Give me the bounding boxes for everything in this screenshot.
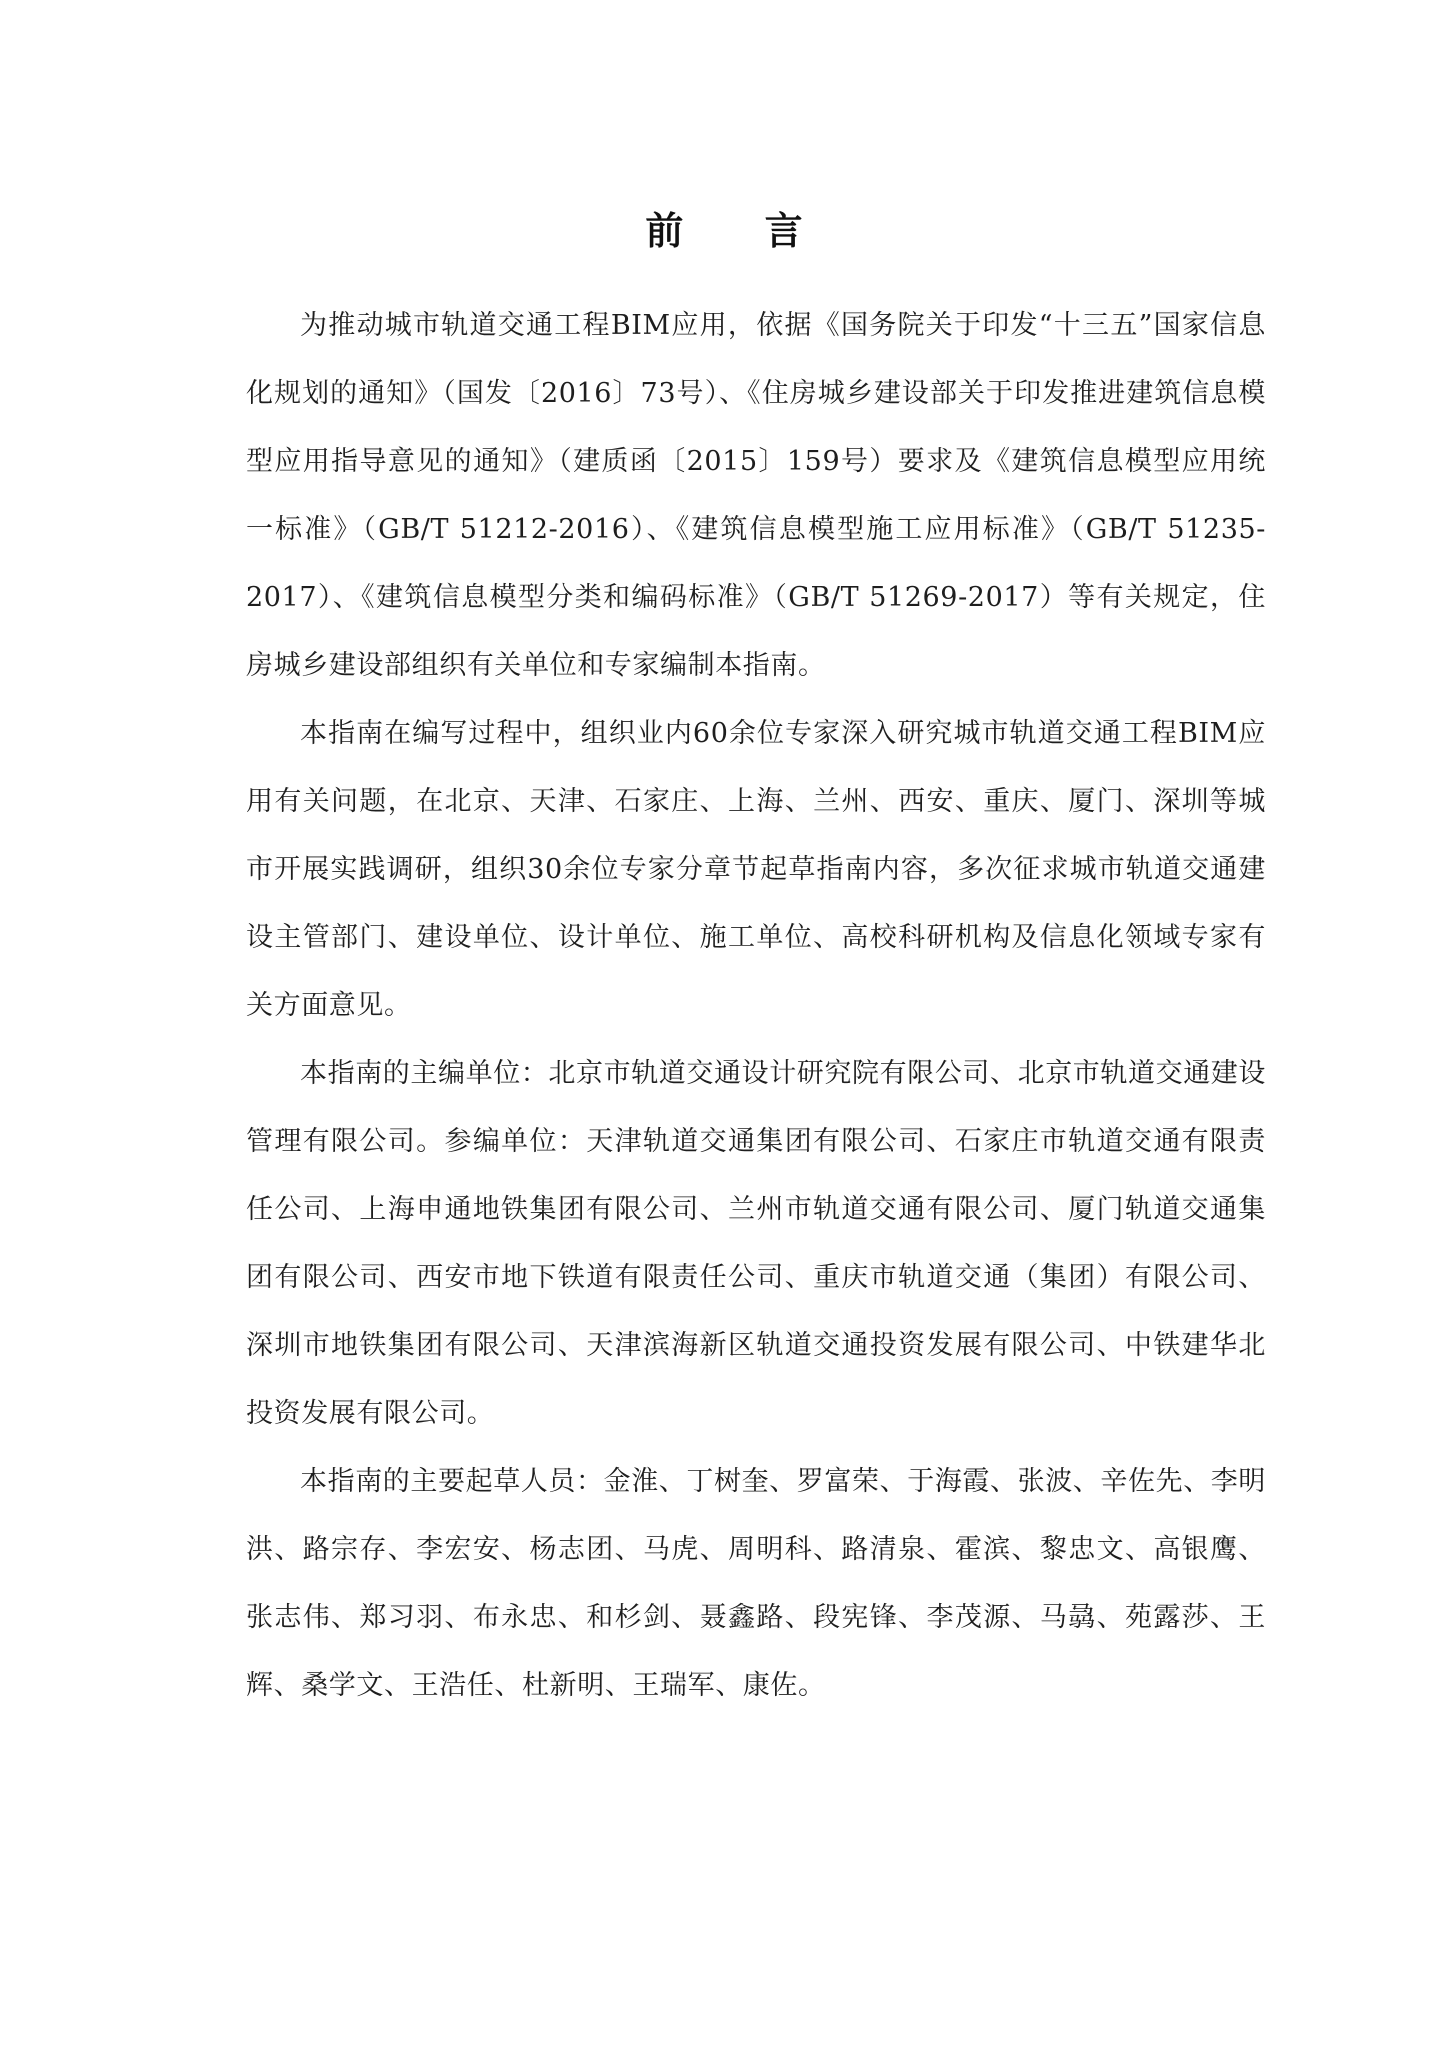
paragraph-units: 本指南的主编单位：北京市轨道交通设计研究院有限公司、北京市轨道交通建设管理有限公司。参编单位：天津轨道交通集团有限公司、石家庄市轨道交通有限责任公司、上海申通地铁集团有限公司、兰州市轨道交通有限公司、厦门轨道交通集团有限公司、西安市地下铁道有限责任公司、重庆市轨道交通（集团）有限公司、深圳市地铁集团有限公司、天津滨海新区轨道交通投资发展有限公司、中铁建华北投资发展有限公司。: [246, 1058, 1266, 1429]
page-title: 前 言: [645, 209, 837, 253]
document-body: [246, 292, 1266, 1720]
paragraph-purpose: 为推动城市轨道交通工程BIM应用，依据《国务院关于印发“十三五”国家信息化规划的通知》（国发〔2016〕73号）、《住房城乡建设部关于印发推进建筑信息模型应用指导意见的通知》（建质函〔2015〕159号）要求及《建筑信息模型应用统一标准》（GB/T 51212-2016）、《建筑信息模型施工应用标准》（GB/T 51235-2017）、《建筑信息模型分类和编码标准》（GB/T 51269-2017）等有关规定，住房城乡建设部组织有关单位和专家编制本指南。: [246, 310, 1266, 681]
paragraph-process: 本指南在编写过程中，组织业内60余位专家深入研究城市轨道交通工程BIM应用有关问题，在北京、天津、石家庄、上海、兰州、西安、重庆、厦门、深圳等城市开展实践调研，组织30余位专家分章节起草指南内容，多次征求城市轨道交通建设主管部门、建设单位、设计单位、施工单位、高校科研机构及信息化领域专家有关方面意见。: [246, 718, 1266, 1021]
paragraph-drafters: 本指南的主要起草人员：金淮、丁树奎、罗富荣、于海霞、张波、辛佐先、李明洪、路宗存、李宏安、杨志团、马虎、周明科、路清泉、霍滨、黎忠文、高银鹰、张志伟、郑习羽、布永忠、和杉剑、聂鑫路、段宪锋、李茂源、马骉、苑露莎、王辉、桑学文、王浩任、杜新明、王瑞军、康佐。: [246, 1466, 1266, 1701]
